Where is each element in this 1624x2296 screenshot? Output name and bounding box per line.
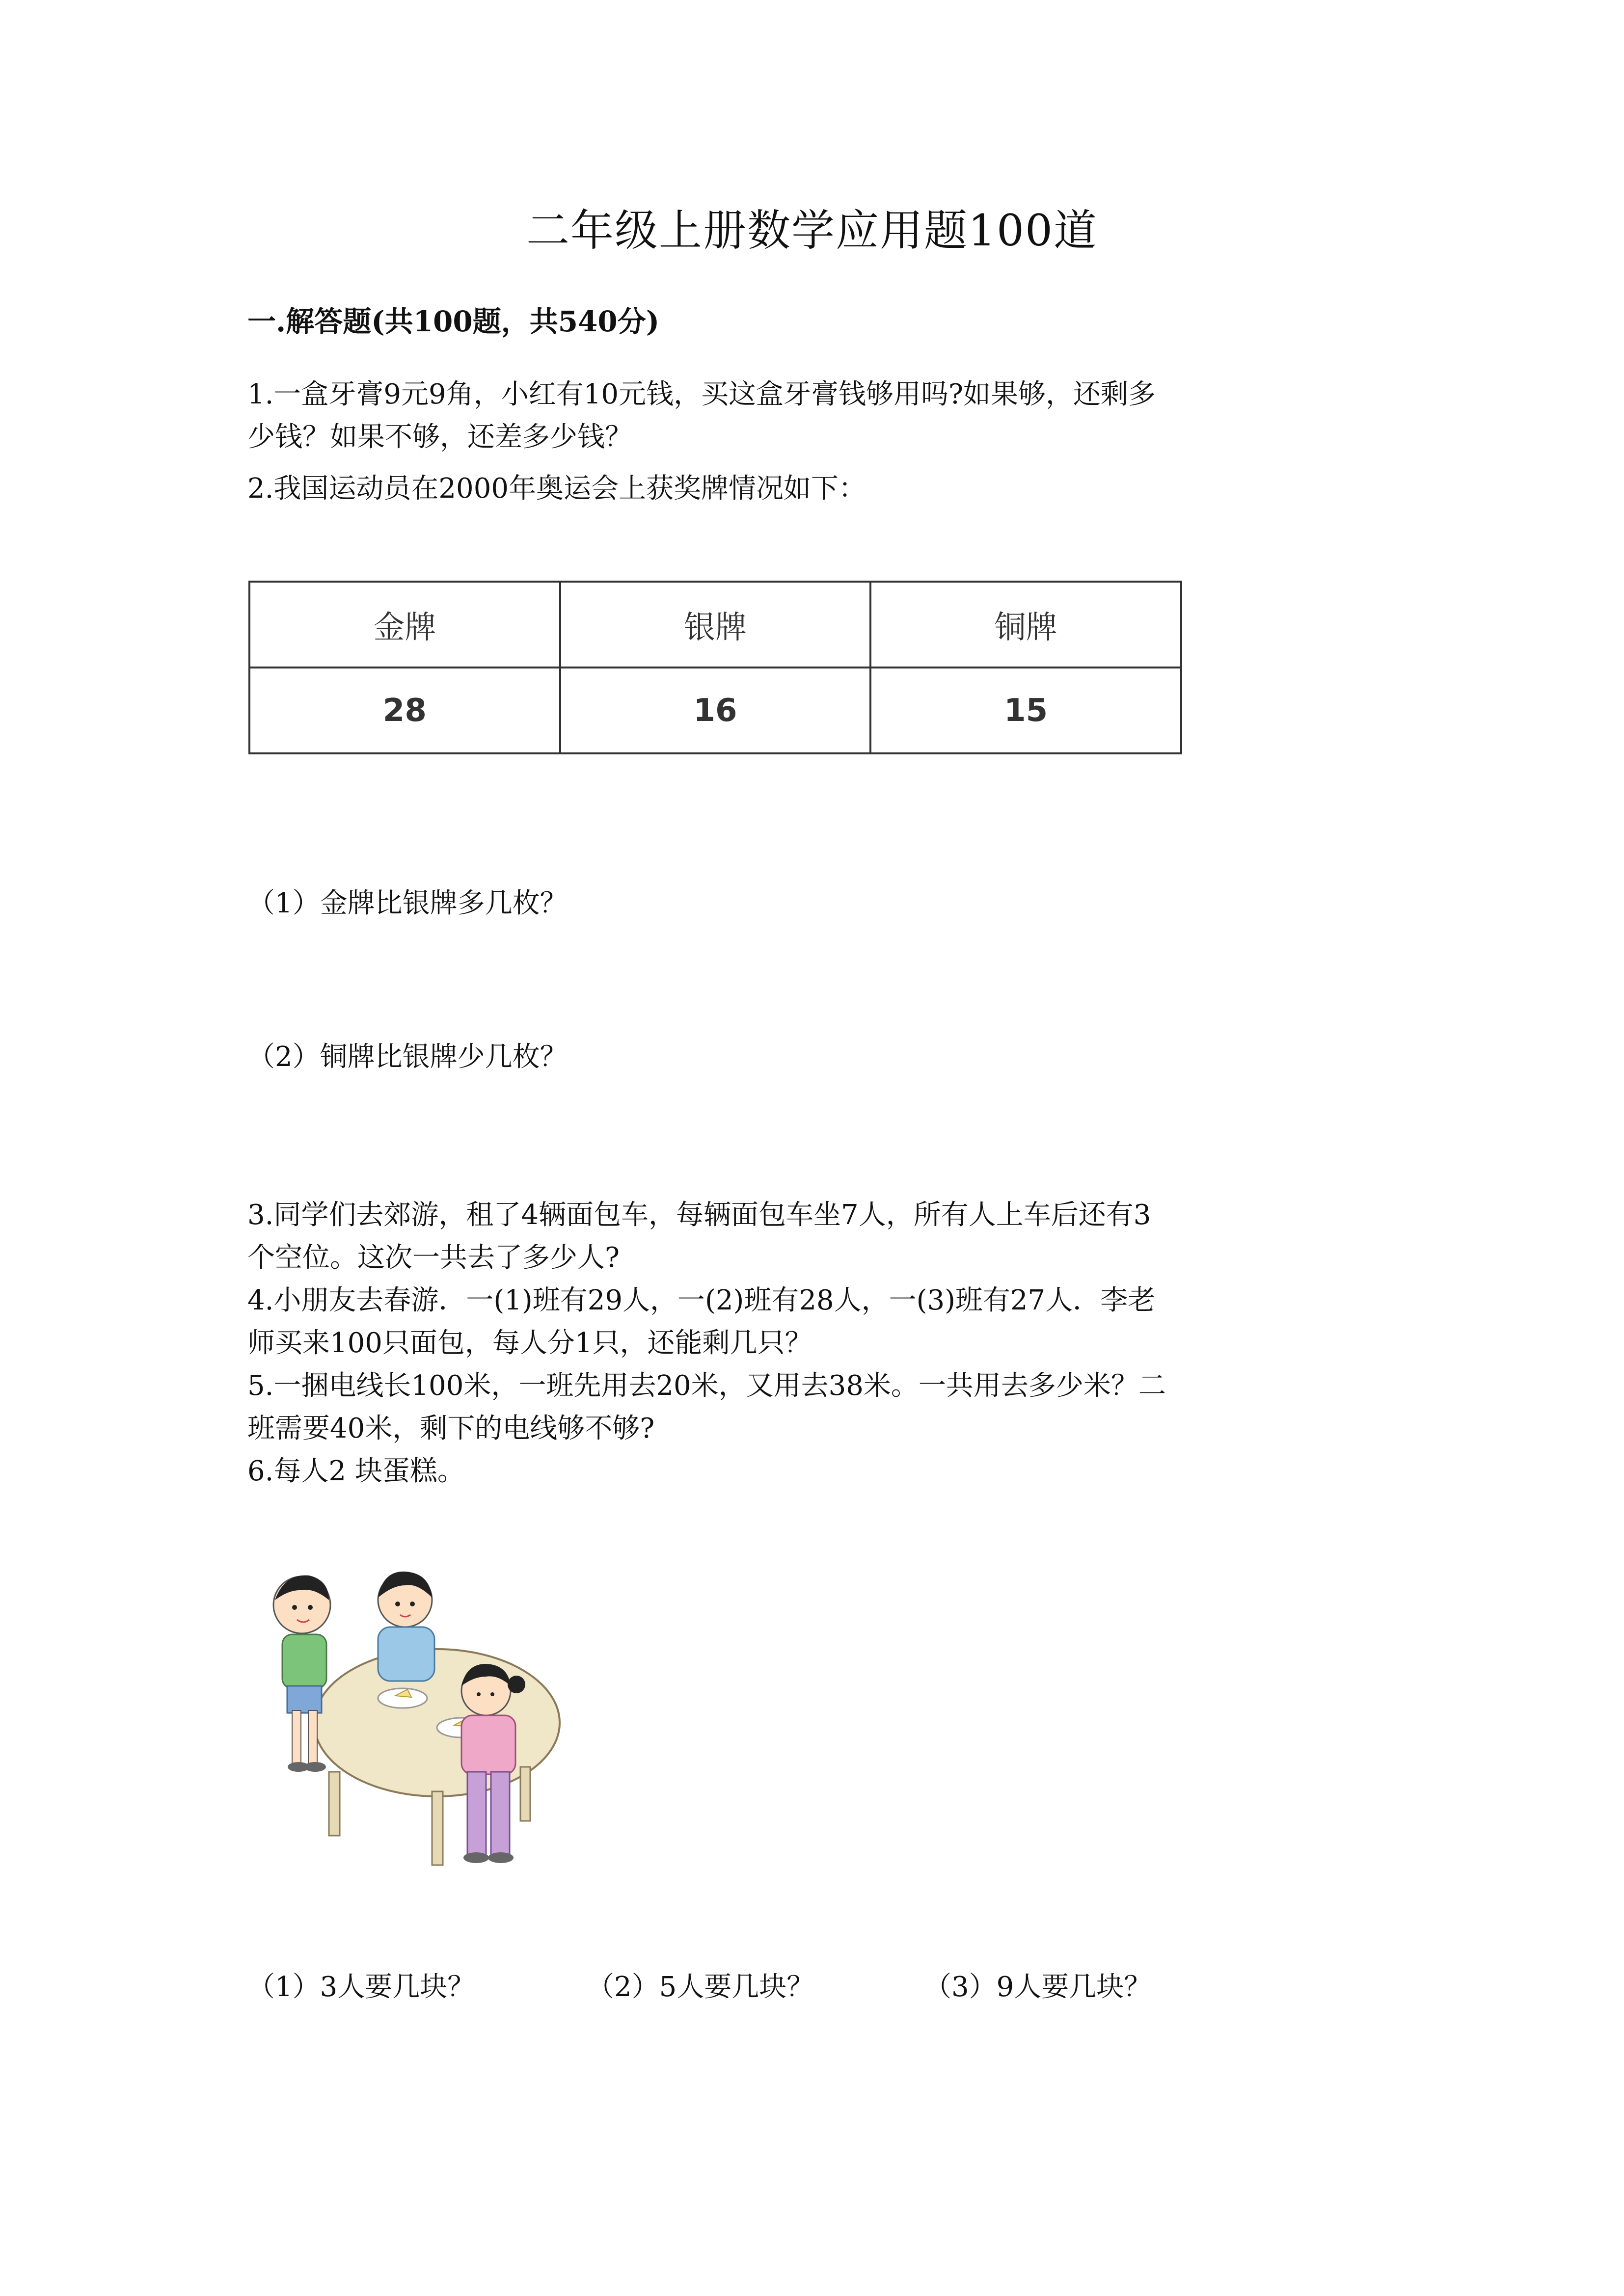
- section-heading: 一.解答题(共100题，共540分): [247, 305, 660, 338]
- question-5-line-1: 5.一捆电线长100米，一班先用去20米，又用去38米。一共用去多少米？二: [247, 1370, 1166, 1402]
- question-6-sub-3: （3）9人要几块？: [924, 1971, 1152, 2003]
- medal-value-bronze: 15: [870, 667, 1181, 753]
- question-1-line-1: 1.一盒牙膏9元9角，小红有10元钱，买这盒牙膏钱够用吗?如果够，还剩多: [247, 378, 1156, 410]
- question-6-sub-1: （1）3人要几块？: [247, 1971, 475, 2003]
- children-cake-illustration: [255, 1561, 565, 1895]
- medal-header-bronze: 铜牌: [870, 582, 1181, 667]
- medal-value-silver: 16: [560, 667, 871, 753]
- question-6-sub-2: （2）5人要几块？: [587, 1971, 814, 2003]
- medal-table-value-row: [249, 667, 1181, 753]
- question-4-line-1: 4.小朋友去春游．一(1)班有29人，一(2)班有28人，一(3)班有27人．李老: [247, 1284, 1156, 1316]
- question-3-line-1: 3.同学们去郊游，租了4辆面包车，每辆面包车坐7人，所有人上车后还有3: [247, 1199, 1151, 1231]
- question-5-line-2: 班需要40米，剩下的电线够不够?: [247, 1413, 655, 1444]
- question-2-sub-1: （1）金牌比银牌多几枚？: [247, 887, 568, 919]
- medal-header-silver: 银牌: [560, 582, 871, 667]
- question-2-text: 2.我国运动员在2000年奥运会上获奖牌情况如下：: [247, 473, 866, 505]
- question-2-sub-2: （2）铜牌比银牌少几枚？: [247, 1041, 568, 1073]
- medal-table: [248, 581, 1182, 754]
- medal-header-gold: 金牌: [249, 582, 560, 667]
- question-6-text: 6.每人2 块蛋糕。: [247, 1455, 465, 1487]
- question-3-line-2: 个空位。这次一共去了多少人?: [247, 1242, 620, 1274]
- question-1-line-2: 少钱？如果不够，还差多少钱？: [247, 421, 632, 453]
- medal-value-gold: 28: [249, 667, 560, 753]
- question-4-line-2: 师买来100只面包，每人分1只，还能剩几只？: [247, 1327, 812, 1359]
- medal-table-header-row: [249, 582, 1181, 667]
- page-title: 二年级上册数学应用题100道: [526, 205, 1098, 256]
